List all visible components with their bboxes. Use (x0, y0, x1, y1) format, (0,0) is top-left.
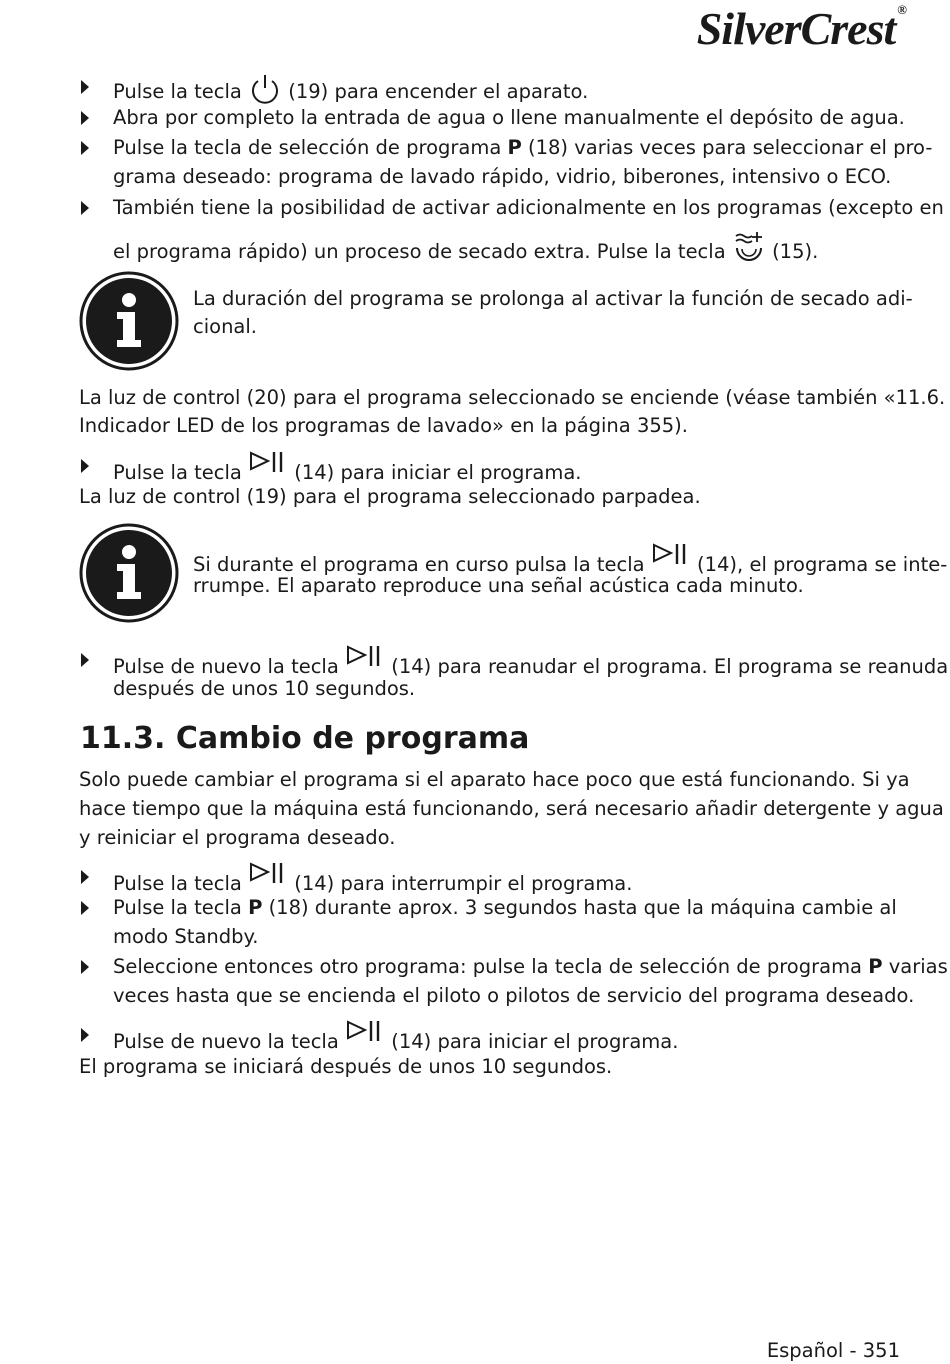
info-icon (79, 271, 179, 371)
bullet-arrow-icon (81, 201, 89, 215)
item-text: Si durante el programa en curso pulsa la tecla (193, 553, 645, 576)
bullet-arrow-icon (81, 960, 89, 974)
item-text: Pulse la tecla (113, 461, 242, 484)
item-text: (14) para iniciar el programa. (294, 461, 582, 484)
list-item: También tiene la posibilidad de activar adicionalmente en los programas (excepto en (113, 196, 944, 219)
item-text: el programa rápido) un proceso de secado extra. Pulse la tecla (113, 240, 726, 263)
item-text: (18) durante aprox. 3 segundos hasta que la máquina cambie al (268, 896, 897, 919)
bullet-arrow-icon (81, 653, 89, 667)
bullet-arrow-icon (81, 870, 89, 884)
bullet-arrow-icon (81, 111, 89, 125)
bullet-arrow-icon (81, 901, 89, 915)
note-text: rrumpe. El aparato reproduce una señal acústica cada minuto. (193, 574, 804, 597)
list-item-continued: grama deseado: programa de lavado rápido, vidrio, biberones, intensivo o ECO. (113, 165, 892, 188)
list-item (113, 1020, 678, 1056)
section-heading: 11.3. Cambio de programa (80, 721, 530, 756)
item-text: (14) para interrumpir el programa. (294, 872, 633, 895)
item-text: Pulse la tecla de selección de programa (113, 136, 502, 159)
bullet-arrow-icon (81, 141, 89, 155)
page-number: Español - 351 (766, 1339, 900, 1362)
extra-dry-icon (732, 230, 766, 264)
play-pause-icon (248, 862, 288, 888)
note-text: cional. (193, 315, 257, 338)
bullet-arrow-icon (81, 80, 89, 94)
silvercrest-logo (697, 2, 906, 55)
item-text: varias (888, 955, 948, 978)
list-item (113, 893, 897, 922)
item-text: (14), el programa se inte- (697, 553, 948, 576)
item-text: (14) para reanudar el programa. El programa se reanuda (391, 655, 949, 678)
list-item-continued (113, 230, 818, 266)
list-item (113, 952, 948, 981)
list-item-continued: después de unos 10 segundos. (113, 677, 416, 700)
paragraph: Solo puede cambiar el programa si el aparato hace poco que está funcionando. Si ya (79, 768, 910, 791)
item-text: Pulse la tecla (113, 872, 242, 895)
play-pause-icon (248, 451, 288, 477)
paragraph: Indicador LED de los programas de lavado» en la página 355). (79, 414, 688, 437)
item-text: (15). (772, 240, 819, 263)
item-text: (14) para iniciar el programa. (391, 1030, 679, 1053)
item-text: (19) para encender el aparato. (288, 80, 589, 103)
paragraph: La luz de control (19) para el programa seleccionado parpadea. (79, 485, 701, 508)
list-item-continued: modo Standby. (113, 925, 259, 948)
logo-text: SilverCrest (696, 3, 896, 54)
program-key-label: P (507, 136, 522, 159)
item-text: (18) varias veces para seleccionar el pro- (528, 136, 933, 159)
play-pause-icon (345, 1020, 385, 1046)
paragraph: La luz de control (20) para el programa seleccionado se enciende (véase también «11.6. (79, 386, 946, 409)
play-pause-icon (345, 645, 385, 671)
list-item (113, 133, 932, 162)
item-text: Pulse de nuevo la tecla (113, 655, 339, 678)
play-pause-icon (651, 543, 691, 569)
power-icon (248, 72, 282, 106)
registered-mark: ® (897, 2, 906, 17)
item-text: Seleccione entonces otro programa: pulse la tecla de selección de programa (113, 955, 863, 978)
paragraph: El programa se iniciará después de unos 10 segundos. (79, 1055, 613, 1078)
item-text: Pulse la tecla (113, 896, 242, 919)
item-text: Pulse de nuevo la tecla (113, 1030, 339, 1053)
list-item (113, 72, 588, 106)
list-item: Abra por completo la entrada de agua o llene manualmente el depósito de agua. (113, 106, 905, 129)
program-key-label: P (248, 896, 263, 919)
paragraph: y reiniciar el programa deseado. (79, 826, 396, 849)
info-icon (79, 523, 179, 623)
list-item-continued: veces hasta que se encienda el piloto o pilotos de servicio del programa deseado. (113, 984, 915, 1007)
paragraph: hace tiempo que la máquina está funcionando, será necesario añadir detergente y agua (79, 797, 944, 820)
program-key-label: P (868, 955, 883, 978)
bullet-arrow-icon (81, 459, 89, 473)
note-text: La duración del programa se prolonga al activar la función de secado adi- (193, 287, 913, 310)
bullet-arrow-icon (81, 1028, 89, 1042)
item-text: Pulse la tecla (113, 80, 242, 103)
